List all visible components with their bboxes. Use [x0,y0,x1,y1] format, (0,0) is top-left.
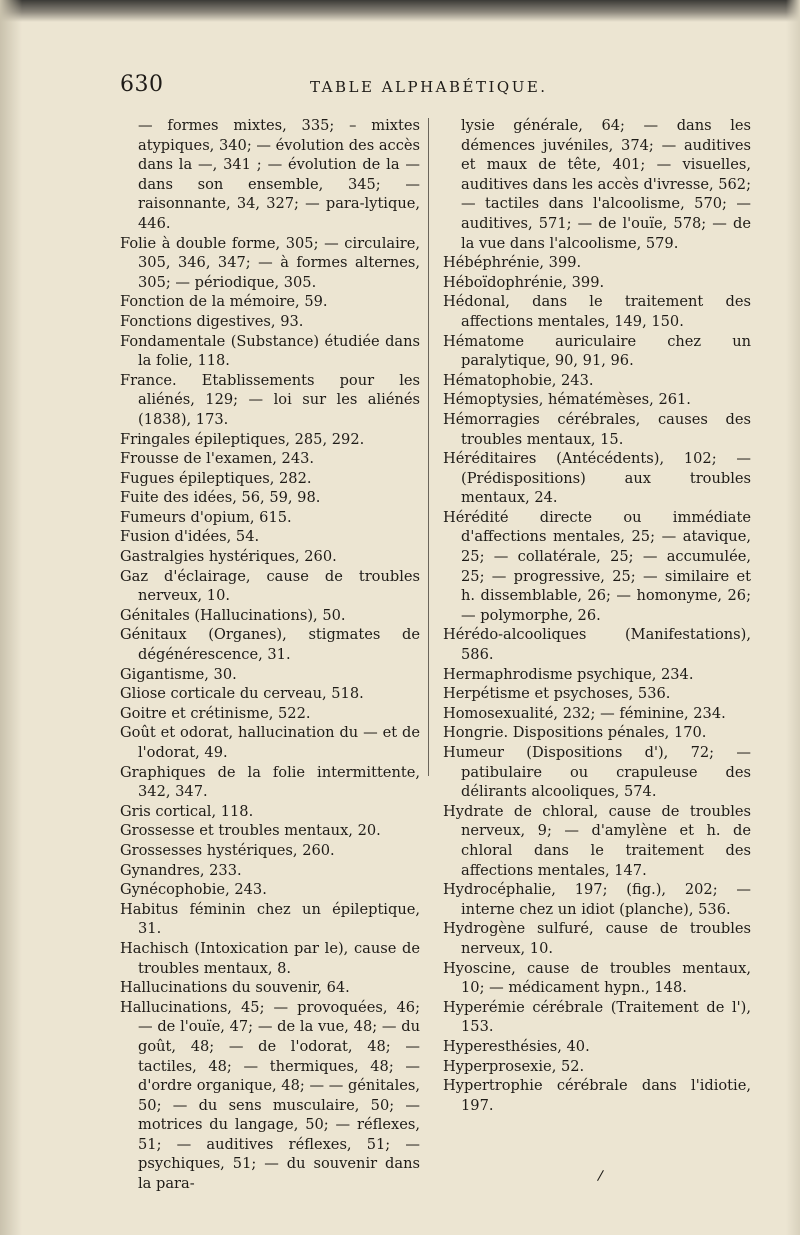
index-entry: — formes mixtes, 335; – mixtes atypiques, 340; — évolution des accès dans la —, 341 ; — évolution de la — dans son ensemble, 345; — raisonnante, 34, 327; — para-lytique, 446. [138,117,420,232]
index-entry: Fringales épileptiques, 285, 292. [120,430,365,448]
running-title: TABLE ALPHABÉTIQUE. [310,78,548,96]
stray-mark: / [596,1167,605,1185]
index-entry: Hédonal, dans le traitement des affections mentales, 149, 150. [443,293,751,330]
index-entry: Fonction de la mémoire, 59. [120,293,328,311]
index-entry: Grossesses hystériques, 260. [120,841,335,859]
index-entry: Herpétisme et psychoses, 536. [443,685,671,703]
index-entry: Hémoptysies, hématémèses, 261. [443,391,691,409]
index-entry: Graphiques de la folie intermittente, 342, 347. [120,763,420,801]
index-entry: Goût et odorat, hallucination du — et de l'odorat, 49. [120,724,420,761]
index-entry: Folie à double forme, 305; — circulaire, 305, 346, 347; — à formes alternes, 305; — périodique, 305. [120,234,420,291]
index-entry: Frousse de l'examen, 243. [120,450,315,468]
index-entry: Hématophobie, 243. [443,371,594,389]
index-entry: Génitaux (Organes), stigmates de dégénérescence, 31. [120,626,420,664]
index-entry: Gigantisme, 30. [120,665,237,683]
index-entry: Fugues épileptiques, 282. [120,469,312,487]
index-entry: Gastralgies hystériques, 260. [120,548,337,566]
index-entry: Gliose corticale du cerveau, 518. [120,685,364,703]
index-entry: Gynécophobie, 243. [120,881,267,899]
page-top-shadow [0,0,800,22]
index-entry: Hydrogène sulfuré, cause de troubles nerveux, 10. [443,920,751,957]
index-entry: Hermaphrodisme psychique, 234. [443,665,694,683]
right-column [443,116,751,1115]
index-entry: Gris cortical, 118. [120,802,254,820]
index-entry: Hallucinations, 45; — provoquées, 46; — de l'ouïe, 47; — de la vue, 48; — du goût, 48; — de l'odorat, 48; — tactiles, 48; — thermiques, 48; — d'ordre organique, 48; — — génitales, 50; — du sens musculaire, 50; — motrices du langage, 50; — réflexes, 51; — auditives réflexes, 51; — psychiques, 51; — du souvenir dans la para- [120,998,420,1193]
index-entry: Hydrate de chloral, cause de troubles nerveux, 9; — d'amylène et h. de chloral dans le traitement des affections mentales, 147. [443,802,751,879]
index-entry: Gaz d'éclairage, cause de troubles nerveux, 10. [120,567,420,605]
page-number: 630 [120,72,164,97]
index-entry: Fonctions digestives, 93. [120,312,304,330]
page-right-shadow [786,0,800,1235]
index-entry: Hématome auriculaire chez un paralytique, 90, 91, 96. [443,332,751,370]
index-entry: Hypertrophie cérébrale dans l'idiotie, 197. [443,1077,751,1114]
index-entry: Fondamentale (Substance) étudiée dans la folie, 118. [120,332,420,370]
column-divider [428,118,429,776]
index-entry: Hémorragies cérébrales, causes des troubles mentaux, 15. [443,410,751,448]
index-entry: Goitre et crétinisme, 522. [120,704,311,722]
index-entry: Fumeurs d'opium, 615. [120,508,292,526]
index-entry: France. Etablissements pour les aliénés, 129; — loi sur les aliénés (1838), 173. [120,371,420,428]
index-entry: Hyoscine, cause de troubles mentaux, 10; — médicament hypn., 148. [443,959,751,997]
index-entry: lysie générale, 64; — dans les démences juvéniles, 374; — auditives et maux de tête, 401; — visuelles, auditives dans les accès d'ivresse, 562; — tactiles dans l'alcoolisme, 570; — auditives, 571; — de l'ouïe, 578; — de la vue dans l'alcoolisme, 579. [461,117,752,252]
index-entry: Homosexualité, 232; — féminine, 234. [443,704,726,722]
index-entry: Hongrie. Dispositions pénales, 170. [443,724,707,742]
left-column [120,116,420,1194]
index-entry: Hyperprosexie, 52. [443,1057,585,1075]
index-entry: Habitus féminin chez un épileptique, 31. [120,900,420,938]
index-entry: Humeur (Dispositions d'), 72; — patibulaire ou crapuleuse des délirants alcooliques, 574. [443,744,751,801]
index-entry: Hyperesthésies, 40. [443,1037,590,1055]
index-entry: Hérédité directe ou immédiate d'affections mentales, 25; — atavique, 25; — collatérale, 25; — accumulée, 25; — progressive, 25; — similaire et h. dissemblable, 26; — homonyme, 26; — polymorphe, 26. [443,508,751,624]
index-entry: Hydrocéphalie, 197; (fig.), 202; — interne chez un idiot (planche), 536. [443,881,751,918]
index-entry: Hyperémie cérébrale (Traitement de l'), 153. [443,998,751,1036]
index-entry: Hébéphrénie, 399. [443,254,582,272]
index-entry: Grossesse et troubles mentaux, 20. [120,822,381,840]
index-entry: Fusion d'idées, 54. [120,528,260,546]
index-entry: Hachisch (Intoxication par le), cause de troubles mentaux, 8. [120,939,420,977]
index-entry: Fuite des idées, 56, 59, 98. [120,489,321,507]
index-entry: Hallucinations du souvenir, 64. [120,979,350,997]
index-entry: Héboïdophrénie, 399. [443,273,605,291]
index-entry: Génitales (Hallucinations), 50. [120,606,346,624]
index-entry: Héréditaires (Antécédents), 102; — (Prédispositions) aux troubles mentaux, 24. [443,450,751,507]
page-left-shadow [0,0,22,1235]
index-entry: Hérédo-alcooliques (Manifestations), 586. [443,626,751,664]
index-entry: Gynandres, 233. [120,861,242,879]
